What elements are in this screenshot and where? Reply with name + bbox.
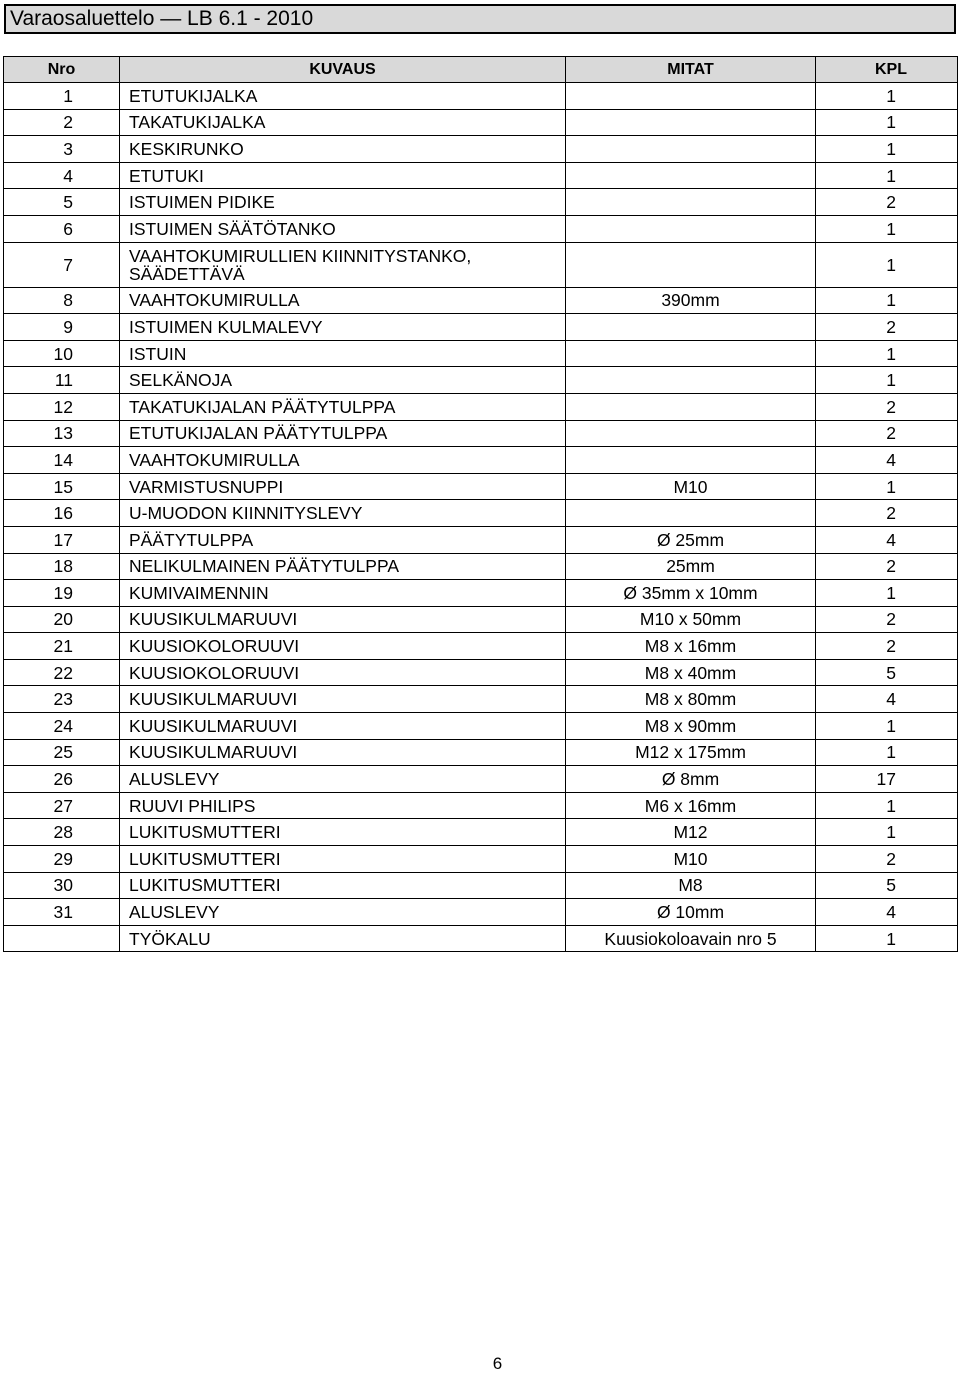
table-row: [4, 447, 958, 474]
cell-nro: 27: [4, 792, 120, 819]
cell-kuvaus: VARMISTUSNUPPI: [120, 473, 566, 500]
table-row: [4, 420, 958, 447]
table-row: [4, 189, 958, 216]
page-number: 6: [492, 1354, 503, 1373]
cell-mitat: [566, 83, 816, 110]
cell-kpl: 4: [816, 686, 958, 713]
cell-kpl: 1: [816, 83, 958, 110]
cell-kuvaus: ISTUIMEN KULMALEVY: [120, 314, 566, 341]
cell-kpl: 2: [816, 633, 958, 660]
cell-kuvaus: TYÖKALU: [120, 925, 566, 952]
cell-mitat: Kuusiokoloavain nro 5: [566, 925, 816, 952]
cell-kuvaus: ISTUIN: [120, 340, 566, 367]
cell-kuvaus: KUUSIOKOLORUUVI: [120, 659, 566, 686]
cell-nro: 28: [4, 819, 120, 846]
cell-mitat: Ø 10mm: [566, 899, 816, 926]
cell-mitat: Ø 25mm: [566, 526, 816, 553]
cell-kuvaus: LUKITUSMUTTERI: [120, 819, 566, 846]
cell-nro: 9: [4, 314, 120, 341]
table-row: [4, 287, 958, 314]
cell-nro: 3: [4, 136, 120, 163]
table-row: [4, 819, 958, 846]
table-row: [4, 872, 958, 899]
cell-nro: 10: [4, 340, 120, 367]
cell-mitat: [566, 447, 816, 474]
table-row: [4, 83, 958, 110]
cell-kpl: 5: [816, 659, 958, 686]
cell-mitat: M10: [566, 846, 816, 873]
cell-nro: 31: [4, 899, 120, 926]
cell-kpl: 5: [816, 872, 958, 899]
cell-kuvaus: ALUSLEVY: [120, 766, 566, 793]
cell-kuvaus: ETUTUKIJALKA: [120, 83, 566, 110]
table-row: [4, 526, 958, 553]
table-row: [4, 340, 958, 367]
cell-kuvaus: ETUTUKI: [120, 162, 566, 189]
table-row: [4, 606, 958, 633]
table-row: [4, 580, 958, 607]
table-row: [4, 792, 958, 819]
cell-nro: 23: [4, 686, 120, 713]
table-row: [4, 713, 958, 740]
table-row: [4, 686, 958, 713]
cell-kpl: 4: [816, 526, 958, 553]
cell-nro: 19: [4, 580, 120, 607]
cell-nro: 15: [4, 473, 120, 500]
cell-mitat: [566, 109, 816, 136]
cell-mitat: M12: [566, 819, 816, 846]
table-row: [4, 659, 958, 686]
parts-list-table: [3, 56, 958, 952]
cell-kuvaus: RUUVI PHILIPS: [120, 792, 566, 819]
cell-nro: 2: [4, 109, 120, 136]
cell-kpl: 1: [816, 819, 958, 846]
cell-kuvaus: LUKITUSMUTTERI: [120, 872, 566, 899]
cell-nro: 8: [4, 287, 120, 314]
cell-kuvaus: KUUSIKULMARUUVI: [120, 686, 566, 713]
cell-kpl: 1: [816, 287, 958, 314]
cell-kuvaus: LUKITUSMUTTERI: [120, 846, 566, 873]
cell-kpl: 1: [816, 580, 958, 607]
table-row: [4, 473, 958, 500]
cell-mitat: [566, 500, 816, 527]
cell-nro: 25: [4, 739, 120, 766]
table-row: [4, 925, 958, 952]
cell-kpl: 1: [816, 792, 958, 819]
cell-kuvaus: KUUSIKULMARUUVI: [120, 713, 566, 740]
cell-mitat: M6 x 16mm: [566, 792, 816, 819]
table-row: [4, 162, 958, 189]
cell-kuvaus: KUUSIKULMARUUVI: [120, 606, 566, 633]
cell-kuvaus: VAAHTOKUMIRULLA: [120, 447, 566, 474]
cell-mitat: [566, 367, 816, 394]
table-row: [4, 500, 958, 527]
cell-mitat: M8 x 90mm: [566, 713, 816, 740]
cell-nro: 26: [4, 766, 120, 793]
column-header-kpl: KPL: [816, 57, 958, 83]
cell-kpl: 2: [816, 846, 958, 873]
cell-kpl: 1: [816, 109, 958, 136]
cell-nro: 16: [4, 500, 120, 527]
cell-mitat: M10: [566, 473, 816, 500]
table-row: [4, 739, 958, 766]
cell-kuvaus: TAKATUKIJALAN PÄÄTYTULPPA: [120, 393, 566, 420]
cell-mitat: M8: [566, 872, 816, 899]
cell-kpl: 1: [816, 162, 958, 189]
cell-kpl: 1: [816, 367, 958, 394]
table-row: [4, 846, 958, 873]
table-body: [4, 83, 958, 952]
cell-mitat: 25mm: [566, 553, 816, 580]
cell-mitat: 390mm: [566, 287, 816, 314]
cell-kpl: 1: [816, 340, 958, 367]
cell-kuvaus: VAAHTOKUMIRULLIEN KIINNITYSTANKO, SÄÄDETTÄVÄ: [120, 242, 566, 287]
cell-nro: 18: [4, 553, 120, 580]
column-header-nro: Nro: [4, 57, 120, 83]
cell-nro: 14: [4, 447, 120, 474]
cell-kpl: 1: [816, 136, 958, 163]
cell-kuvaus: VAAHTOKUMIRULLA: [120, 287, 566, 314]
table-row: [4, 633, 958, 660]
cell-kuvaus: ISTUIMEN SÄÄTÖTANKO: [120, 215, 566, 242]
cell-kuvaus: NELIKULMAINEN PÄÄTYTULPPA: [120, 553, 566, 580]
cell-nro: 13: [4, 420, 120, 447]
table-row: [4, 367, 958, 394]
cell-kuvaus: TAKATUKIJALKA: [120, 109, 566, 136]
cell-mitat: Ø 8mm: [566, 766, 816, 793]
cell-kpl: 4: [816, 447, 958, 474]
cell-kuvaus: ETUTUKIJALAN PÄÄTYTULPPA: [120, 420, 566, 447]
cell-nro: 6: [4, 215, 120, 242]
table-header-row: [4, 57, 958, 83]
cell-mitat: [566, 393, 816, 420]
cell-kpl: 2: [816, 553, 958, 580]
cell-kuvaus: ALUSLEVY: [120, 899, 566, 926]
cell-nro: 30: [4, 872, 120, 899]
cell-kpl: 1: [816, 215, 958, 242]
cell-kpl: 1: [816, 925, 958, 952]
cell-mitat: M8 x 16mm: [566, 633, 816, 660]
cell-kpl: 1: [816, 713, 958, 740]
cell-kuvaus: ISTUIMEN PIDIKE: [120, 189, 566, 216]
cell-kuvaus: KUUSIKULMARUUVI: [120, 739, 566, 766]
cell-kuvaus: U-MUODON KIINNITYSLEVY: [120, 500, 566, 527]
cell-mitat: M8 x 40mm: [566, 659, 816, 686]
cell-nro: 24: [4, 713, 120, 740]
cell-nro: 1: [4, 83, 120, 110]
cell-mitat: M10 x 50mm: [566, 606, 816, 633]
cell-kpl: 1: [816, 739, 958, 766]
cell-kpl: 2: [816, 189, 958, 216]
cell-kpl: 2: [816, 314, 958, 341]
table-row: [4, 242, 958, 287]
cell-mitat: [566, 189, 816, 216]
table-row: [4, 109, 958, 136]
cell-nro: [4, 925, 120, 952]
table-row: [4, 766, 958, 793]
cell-kuvaus: KESKIRUNKO: [120, 136, 566, 163]
cell-kpl: 17: [816, 766, 958, 793]
cell-nro: 11: [4, 367, 120, 394]
cell-nro: 29: [4, 846, 120, 873]
cell-kuvaus: KUMIVAIMENNIN: [120, 580, 566, 607]
cell-kpl: 1: [816, 242, 958, 287]
table-row: [4, 553, 958, 580]
cell-nro: 7: [4, 242, 120, 287]
cell-kpl: 2: [816, 393, 958, 420]
cell-kuvaus: PÄÄTYTULPPA: [120, 526, 566, 553]
cell-nro: 5: [4, 189, 120, 216]
cell-mitat: [566, 340, 816, 367]
table-row: [4, 314, 958, 341]
cell-kpl: 4: [816, 899, 958, 926]
cell-kpl: 2: [816, 420, 958, 447]
cell-kpl: 2: [816, 500, 958, 527]
column-header-kuvaus: KUVAUS: [120, 57, 566, 83]
table-row: [4, 899, 958, 926]
cell-nro: 17: [4, 526, 120, 553]
cell-mitat: Ø 35mm x 10mm: [566, 580, 816, 607]
cell-mitat: [566, 162, 816, 189]
cell-kpl: 1: [816, 473, 958, 500]
cell-kuvaus: KUUSIOKOLORUUVI: [120, 633, 566, 660]
cell-nro: 4: [4, 162, 120, 189]
cell-mitat: [566, 136, 816, 163]
cell-mitat: [566, 215, 816, 242]
column-header-mitat: MITAT: [566, 57, 816, 83]
cell-mitat: [566, 420, 816, 447]
cell-nro: 20: [4, 606, 120, 633]
cell-mitat: M8 x 80mm: [566, 686, 816, 713]
cell-mitat: [566, 242, 816, 287]
cell-mitat: [566, 314, 816, 341]
cell-kpl: 2: [816, 606, 958, 633]
table-row: [4, 136, 958, 163]
cell-mitat: M12 x 175mm: [566, 739, 816, 766]
document-title: Varaosaluettelo — LB 6.1 - 2010: [4, 4, 956, 34]
table-row: [4, 215, 958, 242]
cell-nro: 22: [4, 659, 120, 686]
table-row: [4, 393, 958, 420]
cell-kuvaus: SELKÄNOJA: [120, 367, 566, 394]
cell-nro: 12: [4, 393, 120, 420]
cell-nro: 21: [4, 633, 120, 660]
